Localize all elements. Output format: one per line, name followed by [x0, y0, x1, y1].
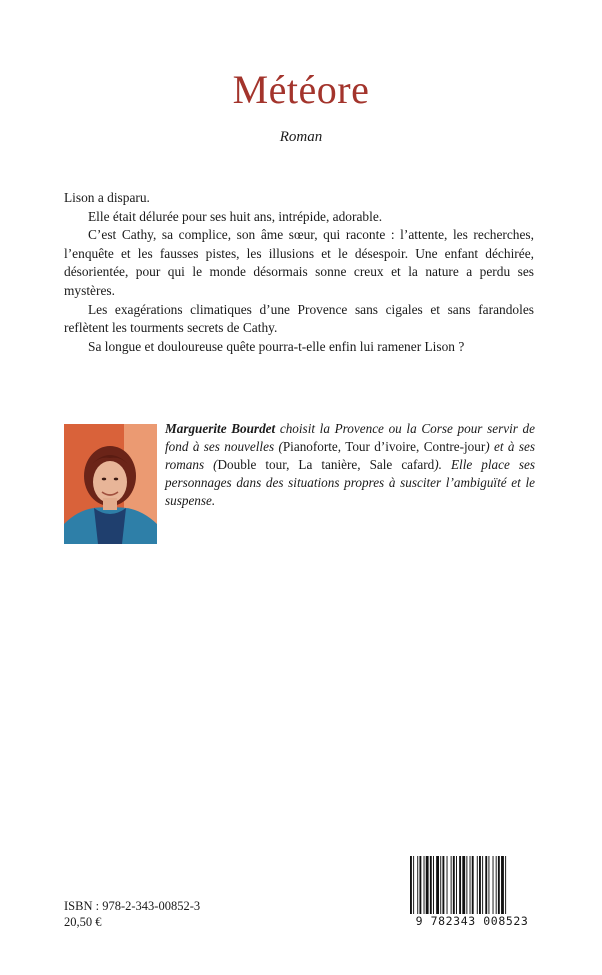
barcode-bar	[440, 856, 441, 914]
barcode-bar	[424, 856, 425, 914]
synopsis-paragraph: Sa longue et douloureuse quête pourra-t-elle enfin lui ramener Lison ?	[88, 338, 465, 354]
barcode-bar	[442, 856, 444, 914]
synopsis-paragraph: Les exagérations climatiques d’une Provence sans cigales et sans farandoles reflètent les tourments secrets de Cathy.	[64, 301, 534, 336]
barcode-bar	[477, 856, 478, 914]
barcode-bar	[479, 856, 481, 914]
barcode-bar	[482, 856, 483, 914]
barcode-bar	[493, 856, 494, 914]
barcode	[408, 856, 536, 918]
synopsis-paragraph: C’est Cathy, sa complice, son âme sœur, qui raconte : l’attente, les recherches, l’enquête et les fausses pistes, les illusions et le désespoir. Une enfant déchirée, désorientée, pour qui le monde désormais sonne creux et la nature a perdu ses mystères.	[64, 227, 534, 298]
price: 20,50 €	[64, 915, 102, 929]
synopsis	[64, 189, 534, 356]
barcode-bar	[456, 856, 457, 914]
barcode-bar	[472, 856, 474, 914]
barcode-bar	[496, 856, 497, 914]
synopsis-paragraph: Lison a disparu.	[64, 190, 150, 205]
isbn-number: ISBN : 978-2-343-00852-3	[64, 899, 201, 913]
novel-titles: Double tour, La tanière, Sale cafard	[217, 457, 435, 472]
barcode-bar	[410, 856, 412, 914]
book-title: Météore	[232, 67, 370, 112]
book-genre: Roman	[279, 129, 323, 145]
isbn-block	[64, 898, 200, 930]
barcode-bar	[433, 856, 434, 914]
barcode-bar	[470, 856, 471, 914]
author-portrait-illustration	[64, 424, 157, 544]
barcode-bar	[488, 856, 489, 914]
author-bio	[165, 420, 535, 510]
bio-text: choisit la Provence ou la Corse pour servir de fond à ses nouvelles (	[165, 421, 535, 454]
barcode-bar	[501, 856, 504, 914]
barcode-bar	[430, 856, 432, 914]
barcode-bar	[505, 856, 506, 914]
barcode-bar	[453, 856, 455, 914]
barcode-bar	[462, 856, 465, 914]
barcode-number: 9 782343 008523	[415, 914, 529, 928]
short-story-titles: Pianoforte, Tour d’ivoire, Contre-jour	[282, 439, 486, 454]
barcode-bar	[498, 856, 500, 914]
barcode-bar	[485, 856, 487, 914]
barcode-bar	[447, 856, 448, 914]
barcode-bar	[417, 856, 418, 914]
author-name: Marguerite Bourdet	[165, 421, 276, 436]
bio-text: ). Elle place ses personnages dans des situations propres à susciter l’ambiguïté et le suspense.	[165, 457, 535, 508]
author-photo	[64, 424, 157, 544]
barcode-bar	[436, 856, 439, 914]
barcode-bar	[426, 856, 429, 914]
barcode-bar	[466, 856, 467, 914]
barcode-bar	[451, 856, 452, 914]
bio-text: ) et à ses romans (	[165, 439, 535, 472]
barcode-bar	[419, 856, 421, 914]
synopsis-paragraph: Elle était délurée pour ses huit ans, intrépide, adorable.	[88, 208, 383, 224]
barcode-bar	[413, 856, 414, 914]
barcode-bar	[459, 856, 461, 914]
